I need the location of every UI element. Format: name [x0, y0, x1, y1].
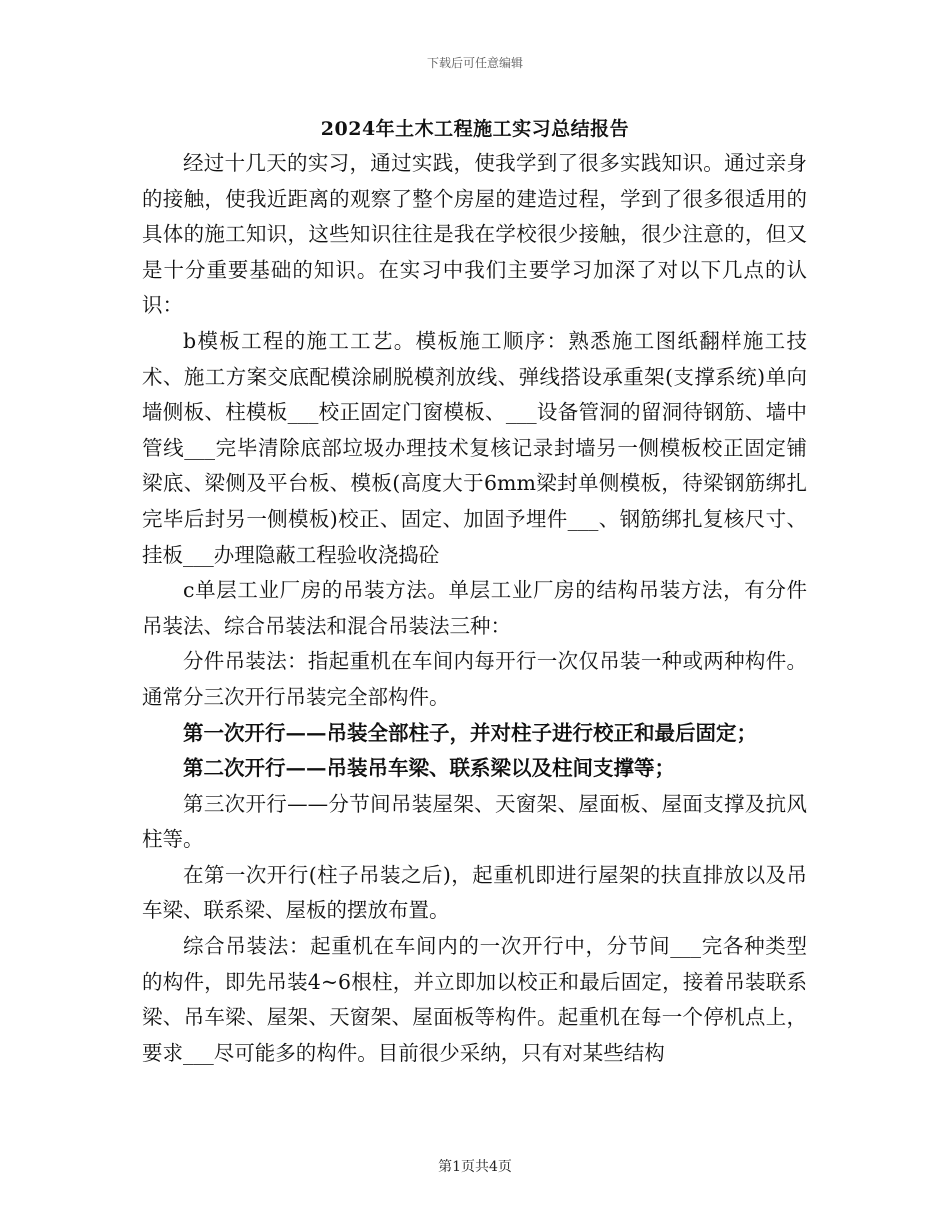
- paragraph-second-pass: 第二次开行——吊装吊车梁、联系梁以及柱间支撑等；: [183, 756, 675, 781]
- page-header-note: 下载后可任意编辑: [426, 56, 523, 70]
- paragraph-first-pass: 第一次开行——吊装全部柱子，并对柱子进行校正和最后固定；: [183, 720, 757, 745]
- paragraph-combined-hoisting: 综合吊装法：起重机在车间内的一次开行中，分节间___完各种类型的构件，即先吊装4~6根柱，并立即加以校正和最后固定，接着吊装联系梁、吊车梁、屋架、天窗架、屋面板等构件。起重机在每一个停机点上，要求___尽可能多的构件。目前很少采纳，只有对某些结构: [142, 934, 807, 1065]
- paragraph-intro: 经过十几天的实习，通过实践，使我学到了很多实践知识。通过亲身的接触，使我近距离的观察了整个房屋的建造过程，学到了很多很适用的具体的施工知识，这些知识往往是我在学校很少接触，很少注意的，但又是十分重要基础的知识。在实习中我们主要学习加深了对以下几点的认识：: [142, 151, 807, 318]
- paragraph-hoisting-methods: c单层工业厂房的吊装方法。单层工业厂房的结构吊装方法，有分件吊装法、综合吊装法和混合吊装法三种：: [142, 578, 807, 638]
- paragraph-separate-hoisting: 分件吊装法：指起重机在车间内每开行一次仅吊装一种或两种构件。通常分三次开行吊装完全部构件。: [142, 649, 807, 709]
- document-body: [142, 146, 807, 1071]
- document-title: 2024年土木工程施工实习总结报告: [320, 118, 630, 140]
- paragraph-after-first-pass: 在第一次开行(柱子吊装之后)，起重机即进行屋架的扶直排放以及吊车梁、联系梁、屋板的摆放布置。: [142, 862, 807, 923]
- paragraph-third-pass: 第三次开行——分节间吊装屋架、天窗架、屋面板、屋面支撑及抗风柱等。: [142, 791, 807, 852]
- page-number: 第1页共4页: [438, 1159, 512, 1175]
- paragraph-formwork: b模板工程的施工工艺。模板施工顺序：熟悉施工图纸翻样施工技术、施工方案交底配模涂刷脱模剂放线、弹线搭设承重架(支撑系统)单向墙侧板、柱模板___校正固定门窗模板、___设备管洞的留洞待钢筋、墙中管线___完毕清除底部垃圾办理技术复核记录封墙另一侧模板校正固定铺梁底、梁侧及平台板、模板(高度大于6mm梁封单侧模板，待梁钢筋绑扎完毕后封另一侧模板)校正、固定、加固予埋件___、钢筋绑扎复核尺寸、挂板___办理隐蔽工程验收浇捣砼: [142, 328, 807, 567]
